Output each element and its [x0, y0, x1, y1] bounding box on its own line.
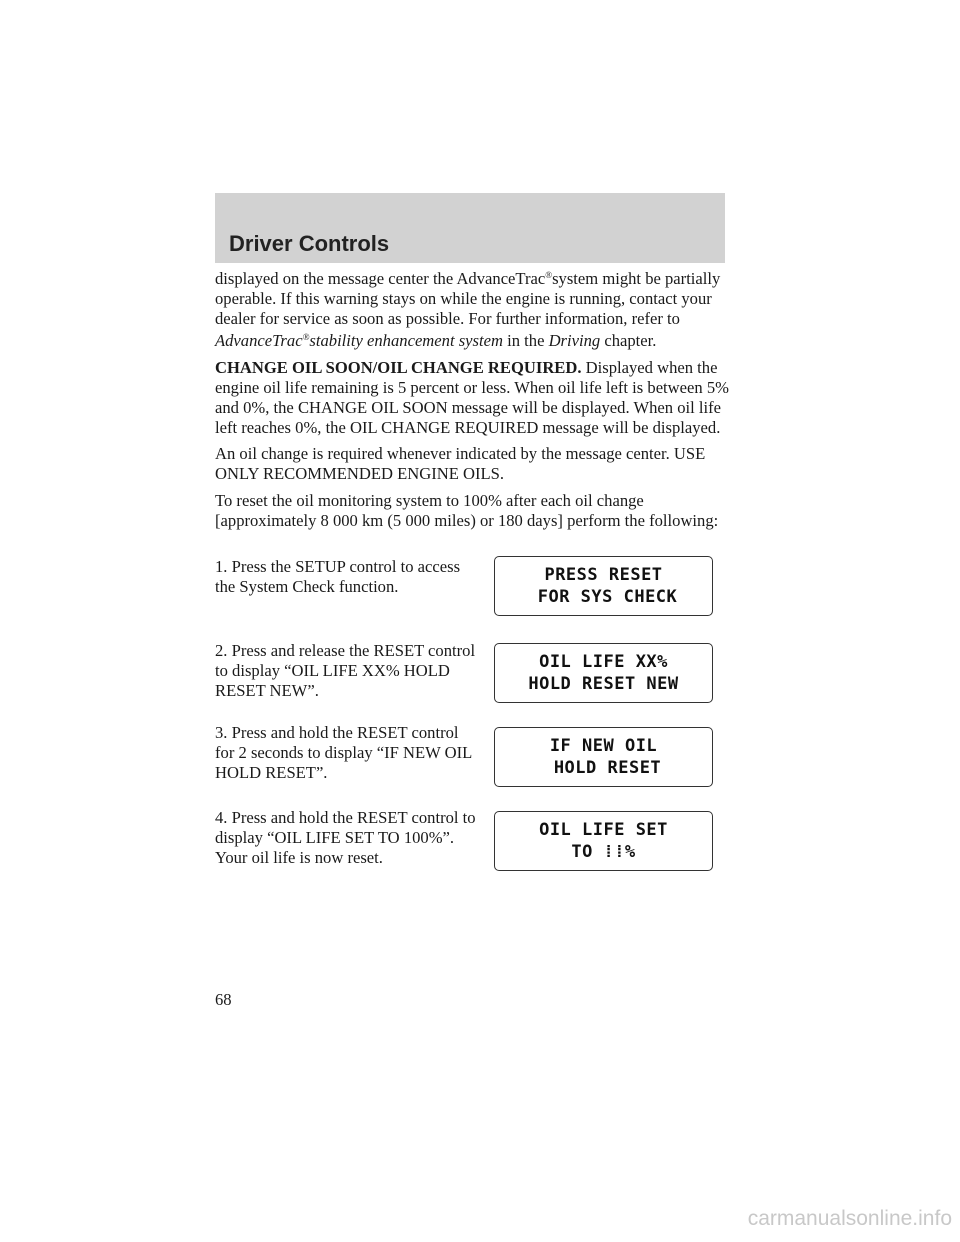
paragraph-oil-change-required: An oil change is required whenever indicated by the message center. USE ONLY RECOMMENDED ENGINE OILS.: [215, 444, 706, 484]
display-2-line-1: OIL LIFE XX%: [539, 652, 668, 672]
watermark: carmanualsonline.info: [747, 1207, 952, 1230]
display-3-line-1: IF NEW OIL: [549, 736, 658, 756]
display-3-line-2: HOLD RESET: [553, 758, 662, 778]
p1-text-a: displayed on the message center the AdvanceTrac: [215, 269, 546, 288]
paragraph-advancetrac: [215, 266, 730, 351]
trademark-symbol: ®: [302, 332, 310, 343]
trademark-symbol: ®: [545, 270, 553, 280]
message-display-4: [494, 811, 713, 871]
p1-text-c: in the: [502, 331, 549, 351]
step-4-text: 4. Press and hold the RESET control to display “OIL LIFE SET TO 100%”. Your oil life is now reset.: [215, 808, 476, 867]
paragraph-reset-intro: To reset the oil monitoring system to 100% after each oil change [approximately 8 000 km (5 000 miles) or 180 days] perform the following:: [215, 490, 719, 530]
message-display-2: [494, 643, 713, 703]
step-3-text: 3. Press and hold the RESET control for 2 seconds to display “IF NEW OIL HOLD RESET”.: [215, 723, 472, 782]
paragraph-change-oil: [215, 358, 730, 437]
step-1-text: 1. Press the SETUP control to access the System Check function.: [215, 557, 461, 596]
change-oil-heading: CHANGE OIL SOON/OIL CHANGE REQUIRED.: [215, 358, 582, 378]
p1-reference: AdvanceTrac: [215, 331, 303, 351]
display-2-line-2: HOLD RESET NEW: [528, 674, 679, 694]
body-text: [215, 266, 730, 538]
section-header-band: [215, 193, 725, 263]
section-title: Driver Controls: [229, 231, 390, 256]
display-1-line-2: FOR SYS CHECK: [537, 587, 678, 607]
display-1-line-1: PRESS RESET: [544, 565, 663, 585]
p1-text-b: system might be partially operable. If this warning stays on while the engine is running, contact your dealer for service as soon as possible. For further information, refer to: [215, 269, 721, 328]
p1-reference-title: stability enhancement system: [309, 331, 503, 351]
message-display-1: [494, 556, 713, 616]
display-4-line-2: TO ⁞⁞%: [571, 842, 636, 862]
p1-text-d: chapter.: [600, 331, 657, 351]
message-display-3: [494, 727, 713, 787]
step-2-text: 2. Press and release the RESET control to display “OIL LIFE XX% HOLD RESET NEW”.: [215, 641, 476, 700]
p1-chapter-name: Driving: [548, 331, 601, 351]
change-oil-body: Displayed when the engine oil life remaining is 5 percent or less. When oil life left is between 5% and 0%, the CHANGE OIL SOON message will be displayed. When oil life left reaches 0%, the OIL CHANGE REQUIRED message will be displayed.: [215, 358, 729, 437]
page-number: 68: [215, 990, 232, 1009]
display-4-line-1: OIL LIFE SET: [539, 820, 668, 840]
